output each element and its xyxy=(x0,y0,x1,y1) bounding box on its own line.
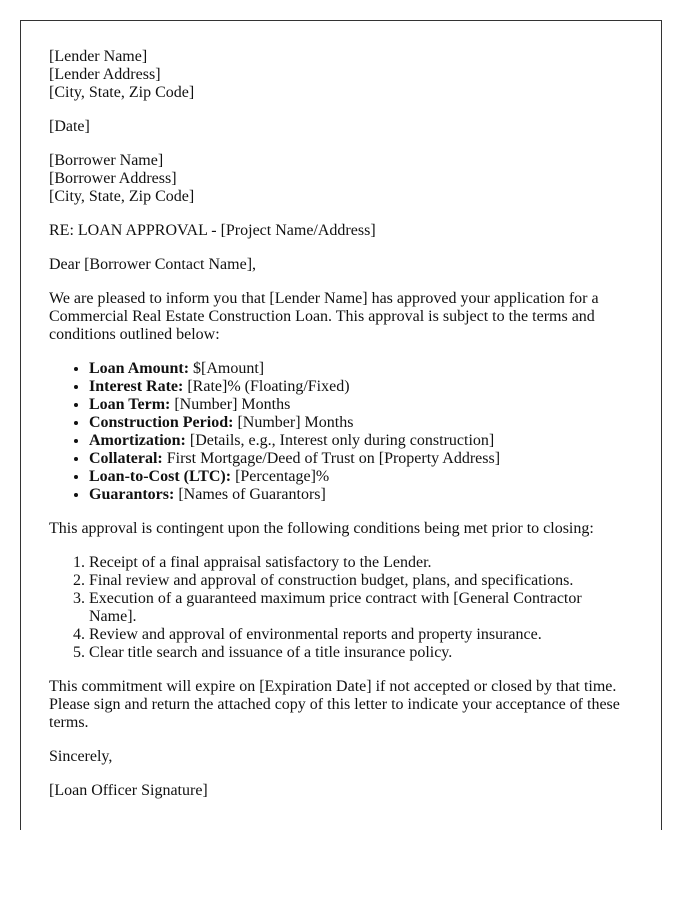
term-value: [Names of Guarantors] xyxy=(174,486,326,503)
term-label: Amortization: xyxy=(89,432,186,449)
borrower-address: [Borrower Address] xyxy=(49,170,177,187)
condition-item: 5. Clear title search and issuance of a title insurance policy. xyxy=(89,644,633,662)
re-line: RE: LOAN APPROVAL - [Project Name/Address] xyxy=(49,222,376,239)
term-item xyxy=(89,378,633,396)
term-value: [Percentage]% xyxy=(231,468,330,485)
term-label: Loan Term: xyxy=(89,396,171,413)
term-value: [Details, e.g., Interest only during construction] xyxy=(185,432,495,449)
borrower-block xyxy=(49,152,633,206)
condition-item: 4. Review and approval of environmental reports and property insurance. xyxy=(89,626,633,644)
term-item xyxy=(89,486,633,504)
borrower-name: [Borrower Name] xyxy=(49,152,164,169)
term-value: $[Amount] xyxy=(189,360,265,377)
term-label: Interest Rate: xyxy=(89,378,184,395)
term-label: Collateral: xyxy=(89,450,163,467)
loan-terms-list xyxy=(49,360,633,504)
closing-paragraph: This commitment will expire on [Expiration Date] if not accepted or closed by that time. Please sign and return the attached copy of this letter to indicate your acceptance of these terms. xyxy=(49,678,620,731)
term-item xyxy=(89,414,633,432)
condition-item: 3. Execution of a guaranteed maximum price contract with [General Contractor Name]. xyxy=(89,590,633,626)
term-label: Guarantors: xyxy=(89,486,175,503)
signature: [Loan Officer Signature] xyxy=(49,782,208,799)
term-item xyxy=(89,396,633,414)
term-value: [Number] Months xyxy=(170,396,291,413)
term-label: Loan Amount: xyxy=(89,360,190,377)
borrower-city: [City, State, Zip Code] xyxy=(49,188,195,205)
term-label: Construction Period: xyxy=(89,414,234,431)
intro-paragraph: We are pleased to inform you that [Lender Name] has approved your application for a Commercial Real Estate Construction Loan. This approval is subject to the terms and conditions outlined below: xyxy=(49,290,599,343)
term-item xyxy=(89,432,633,450)
conditions-intro: This approval is contingent upon the following conditions being met prior to closing: xyxy=(49,520,594,537)
condition-item: 2. Final review and approval of construction budget, plans, and specifications. xyxy=(89,572,633,590)
term-label: Loan-to-Cost (LTC): xyxy=(89,468,232,485)
letter-document xyxy=(20,20,662,830)
lender-address: [Lender Address] xyxy=(49,66,161,83)
lender-city: [City, State, Zip Code] xyxy=(49,84,195,101)
term-value: [Number] Months xyxy=(233,414,354,431)
lender-name: [Lender Name] xyxy=(49,48,148,65)
letter-date: [Date] xyxy=(49,118,90,135)
signoff: Sincerely, xyxy=(49,748,113,765)
condition-item: 1. Receipt of a final appraisal satisfactory to the Lender. xyxy=(89,554,633,572)
term-item xyxy=(89,450,633,468)
conditions-list xyxy=(49,554,633,662)
term-value: [Rate]% (Floating/Fixed) xyxy=(183,378,350,395)
term-item xyxy=(89,360,633,378)
salutation: Dear [Borrower Contact Name], xyxy=(49,256,257,273)
lender-block xyxy=(49,48,633,102)
term-value: First Mortgage/Deed of Trust on [Property Address] xyxy=(162,450,501,467)
term-item xyxy=(89,468,633,486)
